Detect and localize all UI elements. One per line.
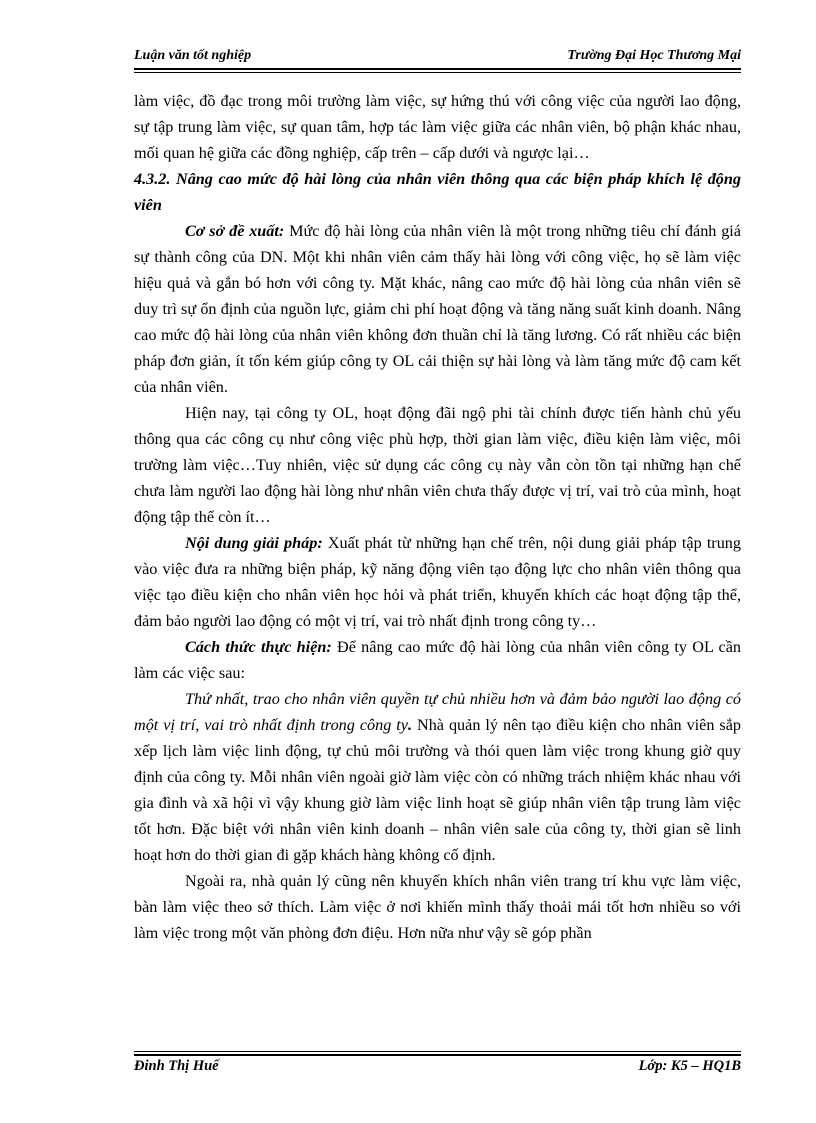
header-rule-thick bbox=[134, 68, 741, 70]
footer-class: Lớp: K5 – HQ1B bbox=[638, 1058, 741, 1074]
header-right-title: Trường Đại Học Thương Mại bbox=[567, 48, 741, 63]
footer-rule-thin bbox=[134, 1051, 741, 1052]
footer-rule-thick bbox=[134, 1054, 741, 1056]
paragraph-7: Ngoài ra, nhà quản lý cũng nên khuyến khích nhân viên trang trí khu vực làm việc, bàn làm việc theo sở thích. Làm việc ở nơi khiến mình thấy thoải mái tốt hơn nhiều so với làm việc trong một văn phòng đơn điệu. Hơn nữa như vậy sẽ góp phần bbox=[134, 872, 741, 942]
paragraph-5 bbox=[134, 634, 741, 686]
section-heading: 4.3.2. Nâng cao mức độ hài lòng của nhân viên thông qua các biện pháp khích lệ động viên bbox=[134, 170, 741, 214]
page-footer bbox=[134, 1058, 741, 1080]
paragraph-6-italic: Thứ nhất, trao cho nhân viên quyền tự chủ nhiều hơn và đảm bảo người lao động có một vị trí, vai trò nhất định trong công ty bbox=[134, 690, 741, 734]
paragraph-2-label: Cơ sở đề xuất: bbox=[185, 222, 285, 240]
paragraph-4-label: Nội dung giải pháp: bbox=[185, 534, 323, 552]
paragraph-5-text: Để nâng cao mức độ hài lòng của nhân viên công ty OL cần làm các việc sau: bbox=[134, 638, 741, 682]
paragraph-6-bold: . bbox=[407, 716, 413, 734]
page-header bbox=[134, 48, 741, 70]
paragraph-4-text: Xuất phát từ những hạn chế trên, nội dung giải pháp tập trung vào việc đưa ra những biện pháp, kỹ năng động viên tạo động lực cho nhân viên thông qua việc tạo điều kiện cho nhân viên học hỏi và phát triển, khuyến khích các hoạt động tập thể, đảm bảo người lao động có một vị trí, vai trò nhất định trong công ty… bbox=[134, 534, 741, 630]
paragraph-6 bbox=[134, 686, 741, 868]
header-rule-thin bbox=[134, 72, 741, 73]
header-left-title: Luận văn tốt nghiệp bbox=[134, 48, 252, 63]
paragraph-1: làm việc, đồ đạc trong môi trường làm việc, sự hứng thú với công việc của người lao động, sự tập trung làm việc, sự quan tâm, hợp tác làm việc giữa các nhân viên, bộ phận khác nhau, mối quan hệ giữa các đồng nghiệp, cấp trên – cấp dưới và ngược lại… bbox=[134, 92, 741, 162]
paragraph-3: Hiện nay, tại công ty OL, hoạt động đãi ngộ phi tài chính được tiến hành chủ yếu thông qua các công cụ như công việc phù hợp, thời gian làm việc, điều kiện làm việc, môi trường làm việc…Tuy nhiên, việc sử dụng các công cụ này vẫn còn tồn tại những hạn chế chưa làm người lao động hài lòng như nhân viên chưa thấy được vị trí, vai trò của mình, hoạt động tập thể còn ít… bbox=[134, 404, 741, 526]
footer-author: Đinh Thị Huế bbox=[134, 1058, 219, 1074]
paragraph-2 bbox=[134, 218, 741, 400]
paragraph-2-text: Mức độ hài lòng của nhân viên là một trong những tiêu chí đánh giá sự thành công của DN. Một khi nhân viên cảm thấy hài lòng với công việc, họ sẽ làm việc hiệu quả và gắn bó hơn với công ty. Mặt khác, nâng cao mức độ hài lòng của nhân viên sẽ duy trì sự ổn định của nguồn lực, giảm chi phí hoạt động và tăng năng suất kinh doanh. Nâng cao mức độ hài lòng của nhân viên không đơn thuần chỉ là tăng lương. Có rất nhiều các biện pháp đơn giản, ít tốn kém giúp công ty OL cải thiện sự hài lòng và làm tăng mức độ cam kết của nhân viên. bbox=[134, 222, 741, 396]
paragraph-5-label: Cách thức thực hiện: bbox=[185, 638, 332, 656]
document-body bbox=[134, 88, 741, 946]
paragraph-4 bbox=[134, 530, 741, 634]
paragraph-6-text: Nhà quản lý nên tạo điều kiện cho nhân viên sắp xếp lịch làm việc linh động, tự chủ môi trường và thói quen làm việc trong khung giờ quy định của công ty. Mỗi nhân viên ngoài giờ làm việc còn có những trách nhiệm khác nhau với gia đình và xã hội vì vậy khung giờ làm việc linh hoạt sẽ giúp nhân viên tập trung làm việc tốt hơn. Đặc biệt với nhân viên kinh doanh – nhân viên sale của công ty, thời gian sẽ linh hoạt hơn do thời gian đi gặp khách hàng không cố định. bbox=[134, 716, 742, 864]
